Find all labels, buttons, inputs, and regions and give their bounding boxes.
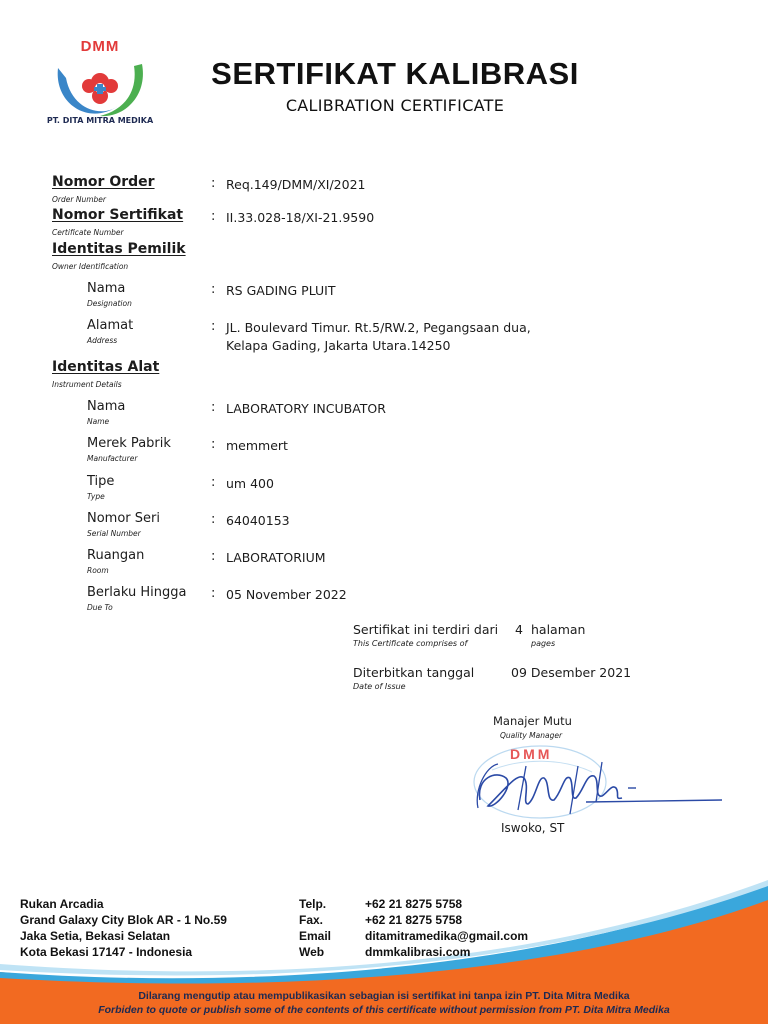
issue-date-sublabel: Date of Issue [353, 682, 406, 691]
colon: : [211, 282, 216, 297]
instrument-name-sublabel: Name [87, 417, 110, 426]
certificate-subtitle: CALIBRATION CERTIFICATE [285, 96, 505, 115]
web-value: dmmkalibrasi.com [365, 945, 471, 959]
order-value: Req.149/DMM/XI/2021 [226, 177, 366, 192]
owner-name-value: RS GADING PLUIT [226, 283, 336, 298]
order-sublabel: Order Number [52, 195, 106, 204]
due-date-sublabel: Due To [87, 603, 113, 612]
manufacturer-label: Merek Pabrik [87, 436, 171, 451]
certificate-number-sublabel: Certificate Number [52, 228, 124, 237]
disclaimer-indonesian: Dilarang mengutip atau mempublikasikan sebagian isi sertifikat ini tanpa izin PT. Dita Mitra Medika [138, 990, 630, 1002]
disclaimer-english: Forbiden to quote or publish some of the contents of this certificate without permission from PT. Dita Mitra Medika [98, 1004, 670, 1016]
type-sublabel: Type [87, 492, 105, 501]
signatory-role-sublabel: Quality Manager [500, 731, 563, 740]
owner-section-label: Identitas Pemilik [52, 241, 186, 257]
colon: : [211, 549, 216, 564]
owner-name-sublabel: Designation [87, 299, 132, 308]
colon: : [211, 475, 216, 490]
signatory-name: Iswoko, ST [501, 821, 565, 835]
type-label: Tipe [87, 474, 115, 489]
stamp-text: DMM [510, 746, 553, 762]
web-label: Web [299, 945, 325, 959]
logo-text: DMM [80, 38, 120, 55]
signatory-role: Manajer Mutu [493, 714, 572, 728]
serial-number-sublabel: Serial Number [87, 529, 141, 538]
colon: : [211, 512, 216, 527]
manufacturer-sublabel: Manufacturer [87, 454, 138, 463]
footer-address-line: Jaka Setia, Bekasi Selatan [20, 929, 171, 943]
footer-address-line: Rukan Arcadia [20, 897, 104, 911]
colon: : [211, 586, 216, 601]
email-value: ditamitramedika@gmail.com [365, 929, 529, 943]
certificate-number-label: Nomor Sertifikat [52, 207, 184, 223]
owner-address-label: Alamat [87, 318, 134, 333]
colon: : [211, 437, 216, 452]
owner-address-line1: JL. Boulevard Timur. Rt.5/RW.2, Pegangsaan dua, [226, 320, 531, 335]
owner-section-sublabel: Owner Identification [52, 262, 129, 271]
owner-address-line2: Kelapa Gading, Jakarta Utara.14250 [226, 338, 451, 353]
colon: : [211, 209, 216, 224]
instrument-section-sublabel: Instrument Details [52, 380, 122, 389]
issue-date-value: 09 Desember 2021 [511, 665, 632, 680]
pages-label: Sertifikat ini terdiri dari [353, 622, 499, 637]
signature [466, 748, 726, 828]
serial-number-label: Nomor Seri [87, 511, 160, 526]
certificate-title: SERTIFIKAT KALIBRASI [211, 56, 579, 91]
serial-number-value: 64040153 [226, 513, 290, 528]
email-label: Email [299, 929, 332, 943]
fax-label: Fax. [299, 913, 324, 927]
colon: : [211, 176, 216, 191]
colon: : [211, 400, 216, 415]
order-label: Nomor Order [52, 174, 155, 190]
footer-address-line: Grand Galaxy City Blok AR - 1 No.59 [20, 913, 227, 927]
due-date-value: 05 November 2022 [226, 587, 347, 602]
pages-unit-sublabel: pages [531, 639, 556, 648]
instrument-name-label: Nama [87, 399, 126, 414]
instrument-section-label: Identitas Alat [52, 359, 160, 375]
due-date-label: Berlaku Hingga [87, 585, 187, 600]
room-value: LABORATORIUM [226, 550, 326, 565]
pages-unit: halaman [531, 622, 586, 637]
company-name: PT. DITA MITRA MEDIKA [46, 116, 154, 125]
phone-value: +62 21 8275 5758 [365, 897, 463, 911]
owner-name-label: Nama [87, 281, 126, 296]
issue-date-label: Diterbitkan tanggal [353, 665, 475, 680]
manufacturer-value: memmert [226, 438, 288, 453]
certificate-number-value: II.33.028-18/XI-21.9590 [226, 210, 375, 225]
owner-address-sublabel: Address [87, 336, 118, 345]
type-value: um 400 [226, 476, 274, 491]
fax-value: +62 21 8275 5758 [365, 913, 463, 927]
instrument-name-value: LABORATORY INCUBATOR [226, 401, 386, 416]
pages-sublabel: This Certificate comprises of [353, 639, 468, 648]
colon: : [211, 319, 216, 334]
phone-label: Telp. [299, 897, 327, 911]
room-label: Ruangan [87, 548, 145, 563]
room-sublabel: Room [87, 566, 109, 575]
footer-address-line: Kota Bekasi 17147 - Indonesia [20, 945, 193, 959]
pages-count: 4 [515, 622, 523, 637]
